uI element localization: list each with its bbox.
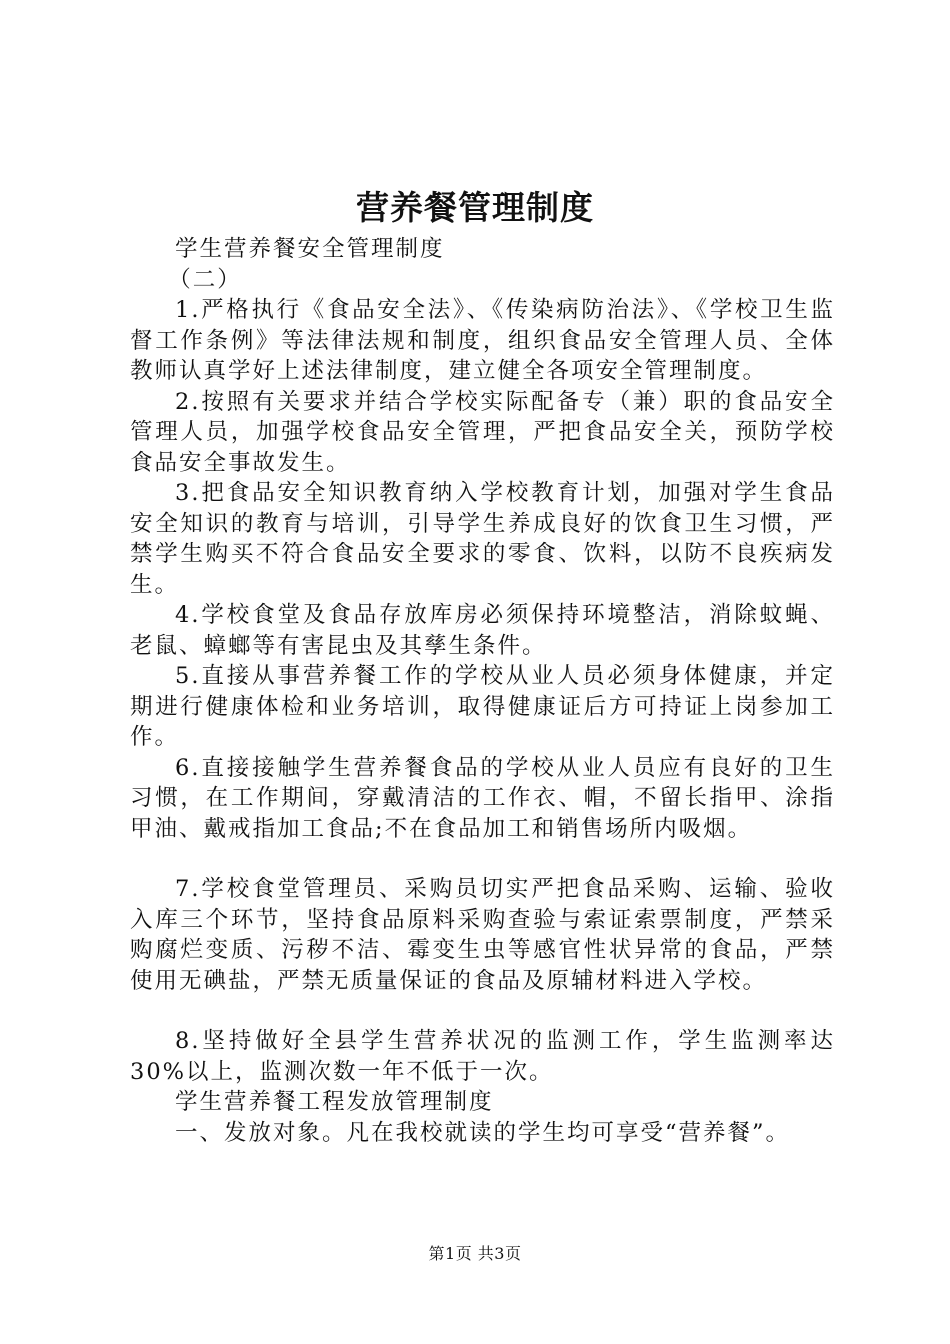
paragraph-5: 5.直接从事营养餐工作的学校从业人员必须身体健康，并定期进行健康体检和业务培训，取得健康证后方可持证上岗参加工作。 bbox=[130, 663, 835, 750]
paragraph-3: 3.把食品安全知识教育纳入学校教育计划，加强对学生食品安全知识的教育与培训，引导学生养成良好的饮食卫生习惯，严禁学生购买不符合食品安全要求的零食、饮料，以防不良疾病发生。 bbox=[130, 480, 835, 598]
paragraph-4: 4.学校食堂及食品存放库房必须保持环境整洁，消除蚊蝇、老鼠、蟑螂等有害昆虫及其孳生条件。 bbox=[130, 602, 835, 659]
paragraph-7: 7.学校食堂管理员、采购员切实严把食品采购、运输、验收入库三个环节，坚持食品原料采购查验与索证索票制度，严禁采购腐烂变质、污秽不洁、霉变生虫等感官性状异常的食品，严禁使用无碘盐，严禁无质量保证的食品及原辅材料进入学校。 bbox=[130, 876, 835, 994]
paragraph-2: 2.按照有关要求并结合学校实际配备专（兼）职的食品安全管理人员，加强学校食品安全管理，严把食品安全关，预防学校食品安全事故发生。 bbox=[130, 388, 835, 476]
section-subheading: （二） bbox=[168, 266, 242, 293]
second-section-paragraph: 一、发放对象。凡在我校就读的学生均可享受“营养餐”。 bbox=[175, 1119, 791, 1146]
paragraph-6: 6.直接接触学生营养餐食品的学校从业人员应有良好的卫生习惯，在工作期间，穿戴清洁的工作衣、帽，不留长指甲、涂指甲油、戴戒指加工食品;不在食品加工和销售场所内吸烟。 bbox=[130, 754, 835, 842]
document-body bbox=[130, 234, 835, 1148]
paragraph-1: 1.严格执行《食品安全法》、《传染病防治法》、《学校卫生监督工作条例》等法律法规和制度，组织食品安全管理人员、全体教师认真学好上述法律制度，建立健全各项安全管理制度。 bbox=[130, 297, 835, 384]
page-footer: 第1页 共3页 bbox=[428, 1244, 522, 1263]
second-section-heading: 学生营养餐工程发放管理制度 bbox=[175, 1089, 494, 1115]
document-title: 营养餐管理制度 bbox=[356, 188, 594, 227]
section-heading: 学生营养餐安全管理制度 bbox=[175, 236, 445, 262]
paragraph-8: 8.坚持做好全县学生营养状况的监测工作，学生监测率达30%以上，监测次数一年不低于一次。 bbox=[130, 1028, 835, 1085]
